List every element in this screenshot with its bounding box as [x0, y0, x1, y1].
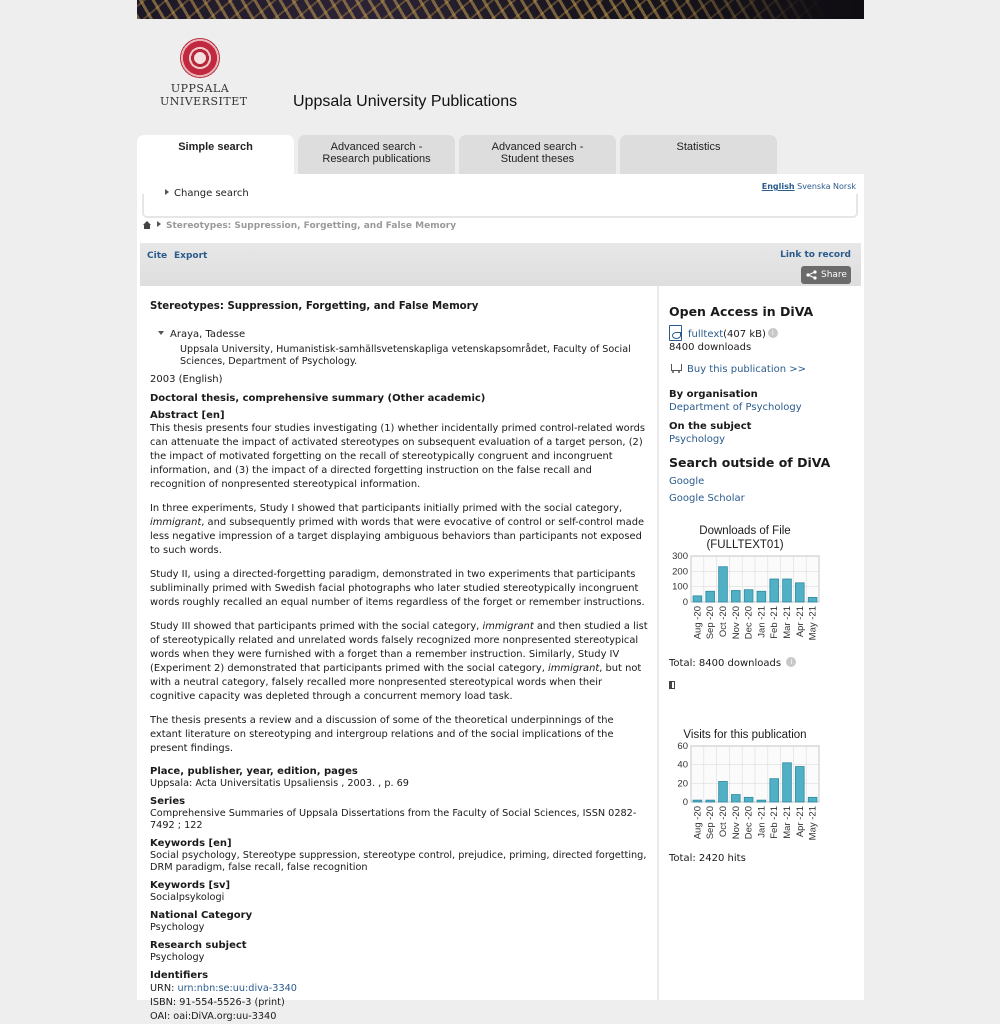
share-label: Share: [821, 270, 847, 280]
abstract-heading: Abstract [en]: [150, 410, 225, 421]
breadcrumb: [143, 221, 456, 231]
x-tick-label: Sep -20: [705, 606, 717, 640]
bar[interactable]: [693, 596, 702, 602]
record-toolbar: [140, 243, 861, 286]
bar[interactable]: [706, 800, 715, 802]
x-tick-label: Apr -21: [794, 606, 806, 638]
publication-type: Doctoral thesis, comprehensive summary (Other academic): [150, 393, 486, 404]
fulltext-row: [669, 325, 859, 341]
x-tick-label: Oct -20: [718, 806, 729, 838]
tab-advanced-student[interactable]: [459, 135, 616, 174]
download-count: 8400 downloads: [669, 342, 752, 353]
x-tick-label: May -21: [807, 806, 819, 841]
abstract-paragraph: This thesis presents four studies investigating (1) whether incidentally primed control-related words can attenuate the impact of activated stereotypes on subsequent evaluation of a target person, (2) the impact of motivated forgetting on the recall of stereotypically congruent and incongruent information, and (3) the impact of a directed forgetting instruction on the false recall and recognition of nonpresented stereotypical information.: [150, 423, 645, 490]
abstract: [150, 422, 648, 756]
x-tick-label: May -21: [807, 606, 819, 641]
language-others[interactable]: Svenska Norsk: [797, 182, 856, 191]
breadcrumb-current: Stereotypes: Suppression, Forgetting, and False Memory: [166, 221, 457, 231]
research-subject-heading: Research subject: [150, 940, 247, 951]
info-icon[interactable]: i: [768, 328, 778, 338]
keywords-sv-value: Socialpsykologi: [150, 892, 225, 903]
by-organisation-heading: By organisation: [669, 389, 758, 400]
language-switcher: [762, 182, 856, 191]
x-tick-label: Sep -20: [705, 806, 717, 840]
x-tick-label: Apr -21: [794, 806, 806, 838]
identifiers-heading: Identifiers: [150, 970, 209, 981]
abstract-paragraph: The thesis presents a review and a discussion of some of the theoretical underpinnings of the extant literature on stereotyping and intergroup relations and of the social implications of the present findings.: [150, 715, 614, 754]
bar[interactable]: [744, 797, 753, 802]
on-subject-heading: On the subject: [669, 421, 752, 432]
tab-label-line2: Research publications: [322, 153, 431, 165]
tab-label: Advanced search -: [330, 141, 423, 153]
breadcrumb-arrow-icon: [157, 221, 161, 227]
place-value: Uppsala: Acta Universitatis Upsaliensis , 2003. , p. 69: [150, 778, 409, 789]
author-affiliation: Uppsala University, Humanistisk-samhällsvetenskapliga vetenskapsområdet, Faculty of Social Sciences, Department of Psychology.: [180, 344, 631, 367]
x-tick-label: Aug -20: [692, 806, 704, 840]
abstract-paragraph: In three experiments, Study I showed that participants initially primed with the social category, immigrant, and subsequently primed with words that were evocative of control or self-control made less negative impression of a target displaying ambiguous behaviors than participants not exposed to such words.: [150, 503, 645, 556]
x-tick-label: Nov -20: [730, 806, 742, 840]
visits-chart-title: Visits for this publication: [683, 729, 807, 741]
year-language: 2003 (English): [150, 374, 223, 385]
info-icon[interactable]: i: [786, 657, 796, 667]
tab-statistics[interactable]: [620, 135, 777, 174]
expand-arrow-icon: [165, 189, 169, 195]
bar[interactable]: [795, 583, 804, 602]
abstract-paragraph: Study III showed that participants primed with the social category, immigrant and then studied a list of stereotypically related and unrelated words falsely recognized more nonpresented stereotypical words when they were furnished with a forget than a remember instruction. Similarly, Study IV (Experiment 2) demonstrated that participants primed with the social category, immigrant, but not with a neutral category, falsely recalled more nonpresented stereotypical words when their cognitive capacity was depleted through a concurrent memory load task.: [150, 621, 648, 702]
place-heading: Place, publisher, year, edition, pages: [150, 766, 358, 777]
x-tick-label: Jan -21: [756, 606, 768, 638]
bar[interactable]: [719, 781, 728, 802]
y-tick-label: 0: [682, 797, 688, 808]
x-tick-label: Dec -20: [743, 806, 755, 840]
tab-advanced-research[interactable]: [298, 135, 455, 174]
logo-line-2: UNIVERSITET: [160, 95, 248, 108]
record-details: [150, 300, 648, 1024]
identifier-urn: [150, 982, 648, 996]
fulltext-size: (407 kB): [723, 329, 766, 340]
bar[interactable]: [719, 567, 728, 602]
visits-chart: [669, 728, 859, 849]
tab-simple-search[interactable]: [137, 135, 294, 175]
column-divider: [657, 286, 659, 1000]
y-tick-label: 20: [677, 778, 688, 790]
downloads-chart-title: Downloads of File (FULLTEXT01): [699, 525, 791, 551]
chart-toggle-icon: [669, 681, 675, 689]
open-access-heading: Open Access in DiVA: [669, 304, 814, 319]
tab-label: Advanced search -: [491, 141, 584, 153]
y-tick-label: 200: [672, 566, 688, 578]
total-hits: Total: 2420 hits: [669, 853, 746, 864]
bar[interactable]: [757, 800, 766, 802]
export-link[interactable]: Export: [174, 251, 208, 261]
bar[interactable]: [757, 591, 766, 602]
content-panel: [137, 174, 864, 1022]
research-subject-value: Psychology: [150, 952, 205, 963]
keywords-en-value: Social psychology, Stereotype suppression, stereotype control, prejudice, priming, directed forgetting, DRM paradigm, false recall, false recognition: [150, 850, 647, 873]
x-tick-label: Feb -21: [769, 806, 781, 839]
bar[interactable]: [731, 591, 740, 603]
subject-link[interactable]: Psychology: [669, 434, 726, 445]
y-tick-label: 100: [672, 581, 688, 593]
total-downloads-label: Total: 8400 downloads: [669, 658, 782, 669]
visits-chart-svg: [669, 742, 829, 846]
series-value: Comprehensive Summaries of Uppsala Dissertations from the Faculty of Social Sciences, ISSN 0282-7492 ; 122: [150, 808, 637, 831]
bar[interactable]: [783, 579, 792, 602]
national-category-heading: National Category: [150, 910, 253, 921]
site-title[interactable]: Uppsala University Publications: [293, 93, 518, 110]
home-icon[interactable]: [143, 221, 151, 229]
author-name: Araya, Tadesse: [170, 329, 246, 340]
x-tick-label: Mar -21: [782, 806, 793, 839]
search-outside-heading: Search outside of DiVA: [669, 455, 831, 470]
keywords-en-heading: Keywords [en]: [150, 838, 232, 849]
y-tick-label: 40: [677, 759, 688, 771]
buy-publication[interactable]: [669, 363, 859, 375]
x-tick-label: Jan -21: [756, 806, 768, 838]
share-button[interactable]: [801, 266, 851, 284]
language-english[interactable]: English: [761, 182, 795, 191]
tab-label-line2: Student theses: [500, 153, 575, 165]
x-tick-label: Aug -20: [692, 606, 704, 640]
buy-publication-link[interactable]: Buy this publication >>: [687, 364, 807, 375]
share-icon: [806, 270, 817, 280]
record-title: Stereotypes: Suppression, Forgetting, and False Memory: [150, 301, 479, 312]
bar-toggle[interactable]: [669, 681, 859, 692]
x-tick-label: Dec -20: [743, 606, 755, 640]
link-to-record[interactable]: Link to record: [780, 250, 851, 260]
y-tick-label: 60: [677, 741, 688, 752]
change-search-toggle[interactable]: [161, 188, 255, 199]
change-search-box: [142, 188, 858, 218]
x-tick-label: Nov -20: [730, 606, 742, 640]
tab-label: Statistics: [676, 141, 721, 153]
abstract-paragraph: Study II, using a directed-forgetting paradigm, demonstrated in two experiments that participants subliminally primed with Swedish facial photographs who later studied stereotypically incongruent words roughly recalled an equal number of items regardless of the forget or remember instructions.: [150, 569, 645, 608]
identifier-oai: OAI: oai:DiVA.org:uu-3340: [150, 1011, 277, 1022]
downloads-chart-svg: [669, 552, 829, 650]
shopping-cart-icon: [669, 363, 682, 374]
header-banner: [137, 0, 864, 19]
national-category-value: Psychology: [150, 922, 205, 933]
fulltext-link[interactable]: fulltext: [688, 329, 724, 340]
bar[interactable]: [770, 579, 779, 602]
sidebar: [669, 304, 859, 864]
y-tick-label: 0: [682, 597, 688, 608]
keywords-sv-heading: Keywords [sv]: [150, 880, 231, 891]
logo-text: [160, 82, 248, 108]
urn-link[interactable]: urn:nbn:se:uu:diva-3340: [177, 983, 297, 994]
organisation-link[interactable]: Department of Psychology: [669, 402, 802, 413]
x-tick-label: Feb -21: [769, 606, 781, 639]
cite-link[interactable]: Cite: [147, 251, 168, 261]
bar[interactable]: [744, 590, 753, 602]
series-heading: Series: [150, 796, 186, 807]
university-logo[interactable]: [160, 38, 248, 108]
total-downloads: [669, 657, 859, 669]
bar[interactable]: [808, 597, 817, 602]
bar[interactable]: [693, 800, 702, 802]
bar[interactable]: [706, 591, 715, 602]
change-search-label: Change search: [174, 188, 249, 199]
y-tick-label: 300: [672, 551, 688, 562]
author-toggle[interactable]: [158, 328, 648, 342]
bar[interactable]: [783, 763, 792, 802]
tab-label: Simple search: [178, 141, 253, 153]
google-scholar-link[interactable]: Google Scholar: [669, 493, 745, 504]
urn-label: URN:: [150, 983, 175, 994]
logo-line-1: UPPSALA: [170, 82, 230, 95]
downloads-chart: [669, 524, 859, 653]
bar[interactable]: [795, 767, 804, 802]
collapse-arrow-icon: [158, 331, 164, 335]
x-tick-label: Mar -21: [782, 606, 793, 639]
bar[interactable]: [731, 795, 740, 802]
x-tick-label: Oct -20: [718, 606, 729, 638]
google-link[interactable]: Google: [669, 476, 705, 487]
bar[interactable]: [808, 797, 817, 802]
identifier-isbn: ISBN: 91-554-5526-3 (print): [150, 997, 285, 1008]
bar[interactable]: [770, 779, 779, 802]
university-seal-icon: [180, 38, 220, 78]
pdf-icon[interactable]: [669, 325, 682, 341]
